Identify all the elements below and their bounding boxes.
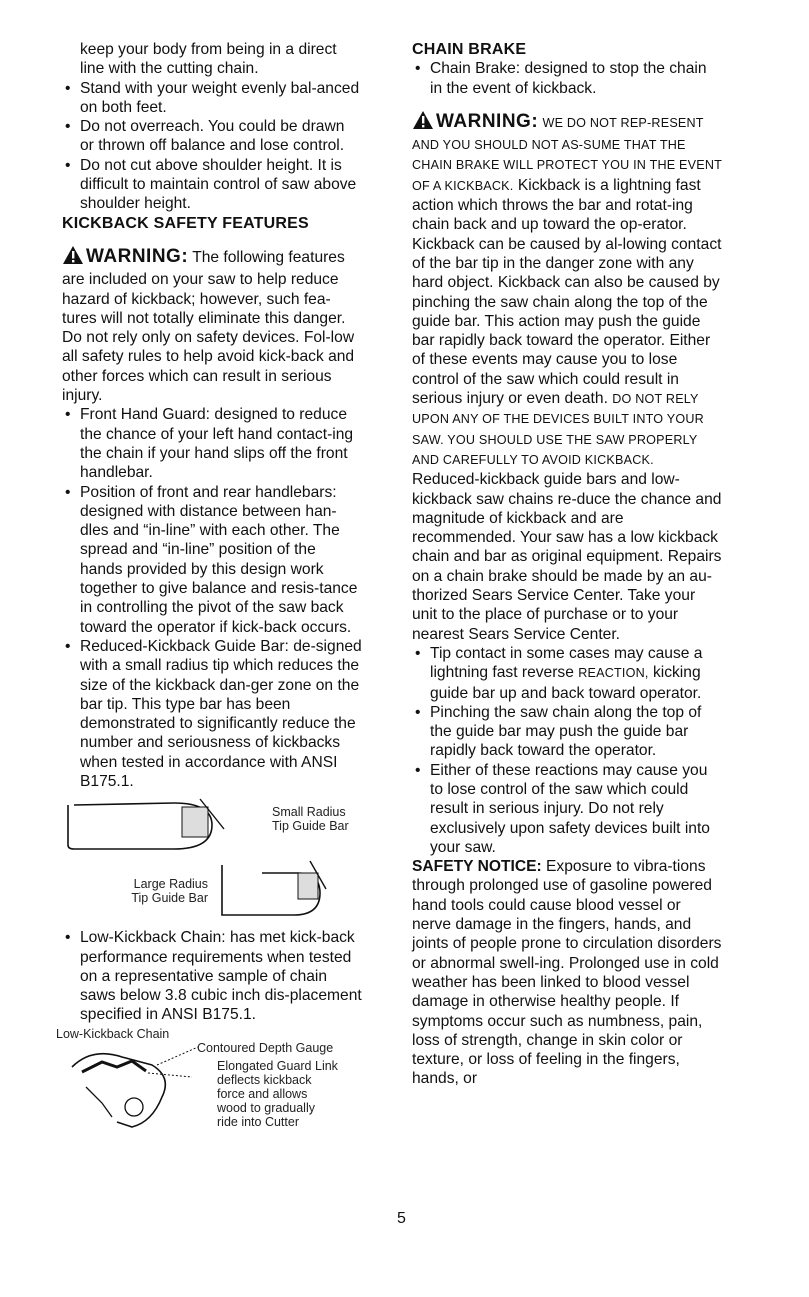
guard-link-line-2: deflects kickback bbox=[217, 1072, 312, 1087]
bullet-either: • Either of these reactions may cause you to lose control of the saw which could result in serious injury. Do not rely exclusively upon safety devices built into your saw. bbox=[412, 761, 722, 857]
large-radius-line-2: Tip Guide Bar bbox=[131, 891, 208, 906]
warning-text: The following features are included on your saw to help reduce hazard of kickback; however, such fea-tures will not totally eliminate this danger. Do not rely only on safety devices. Fol-low all safety rules to help avoid kick-back and other forces which can result in serious injury. bbox=[62, 248, 355, 405]
right-column bbox=[412, 40, 722, 1089]
warning-label: WARNING: bbox=[436, 110, 539, 132]
small-radius-caption bbox=[272, 805, 349, 833]
warning-triangle-icon bbox=[62, 245, 84, 270]
guide-bar-figure bbox=[62, 797, 362, 922]
guard-link-line-4: wood to gradually bbox=[217, 1100, 315, 1115]
safety-notice bbox=[412, 857, 722, 1089]
kickback-heading: KICKBACK SAFETY FEATURES bbox=[62, 214, 309, 232]
tip-contact-text-2: kicking guide bar up and back toward operator. bbox=[430, 664, 702, 702]
large-radius-line-1: Large Radius bbox=[133, 877, 208, 892]
continuation-line-2: line with the cutting chain. bbox=[80, 60, 259, 78]
chain-brake-bullet: • Chain Brake: designed to stop the chain in the event of kickback. bbox=[412, 59, 722, 98]
feature-guide-bar: • Reduced-Kickback Guide Bar: de-signed with a small radius tip which reduces the size of the kickback dan-ger zone on the bar tip. This type bar has been demonstrated to significantly reduce the number and seriousness of kickbacks when tested in accordance with ANSI B175.1. bbox=[62, 637, 362, 791]
warning-caps-2: DO NOT RELY UPON ANY OF THE DEVICES BUILT INTO YOUR SAW. YOU SHOULD USE THE SAW PROPERLY AND CAREFULLY TO AVOID KICKBACK. bbox=[412, 392, 704, 467]
warning-body-1: Kickback is a lightning fast action which throws the bar and rotat-ing chain back and up toward the op-erator. Kickback can be caused by al-lowing contact of the bar tip in the danger zone with any hard object. Kickback can also be caused by pinching the saw chain along the top of the guide bar. This action may push the guide bar rapidly back toward the operator. Either of these events may cause you to lose control of the saw which could result in serious injury or even death. bbox=[412, 176, 722, 408]
feature-front-guard: • Front Hand Guard: designed to reduce the chance of your left hand contact-ing the chain if your hand slips off the front handlebar. bbox=[62, 405, 362, 482]
guard-link-line-5: ride into Cutter bbox=[217, 1114, 299, 1129]
warning-body-2: Reduced-kickback guide bars and low-kickback saw chains re-duce the chance and magnitude of kickback and are recommended. Your saw has a low kickback chain and bar as original equipment. Repairs on a chain brake should be made by an au-thorized Sears Service Center. Take your unit to the place of purchase or to your nearest Sears Service Center. bbox=[412, 471, 722, 643]
warning-triangle-icon bbox=[412, 110, 434, 135]
warning-label: WARNING: bbox=[86, 245, 189, 267]
feature-handlebars: • Position of front and rear handlebars: designed with distance between han-dles and “in-line” with each other. The spread and “in-line” position of the hands provided by this design work together to give balance and resis-tance in controlling the pivot of the saw back toward the operator if kick-back occurs. bbox=[62, 483, 362, 637]
safety-notice-label: SAFETY NOTICE: bbox=[412, 858, 542, 876]
guard-link-caption bbox=[217, 1059, 338, 1129]
tip-contact-caps: REACTION, bbox=[578, 666, 649, 681]
left-column bbox=[56, 40, 362, 1149]
bullet-pinching: • Pinching the saw chain along the top of the guide bar may push the guide bar rapidly back toward the operator. bbox=[412, 703, 722, 761]
chain-brake-warning bbox=[412, 110, 722, 644]
chain-figure bbox=[56, 1026, 362, 1149]
kickback-warning bbox=[62, 245, 362, 405]
continuation-line-1: keep your body from being in a direct bbox=[80, 41, 337, 58]
bullet-stand: • Stand with your weight evenly bal-anced on both feet. bbox=[62, 79, 362, 118]
small-radius-line-2: Tip Guide Bar bbox=[272, 819, 349, 834]
bullet-shoulder: • Do not cut above shoulder height. It is difficult to maintain control of saw above shoulder height. bbox=[62, 156, 362, 214]
page-number: 5 bbox=[397, 1210, 406, 1227]
bullet-overreach: • Do not overreach. You could be drawn or thrown off balance and lose control. bbox=[62, 117, 362, 156]
large-radius-caption bbox=[78, 877, 208, 905]
safety-notice-text: Exposure to vibra-tions through prolonged use of gasoline powered hand tools could cause blood vessel or nerve damage in the fingers, hands, and joints of people prone to circulation disorders or abnormal swell-ing. Prolonged use in cold weather has been linked to blood vessel damage in otherwise healthy people. If symptoms occur such as numbness, pain, loss of strength, change in skin color or texture, or loss of feeling in the fingers, hands, or bbox=[412, 858, 722, 1088]
chain-brake-heading: CHAIN BRAKE bbox=[412, 41, 527, 58]
depth-gauge-caption: Contoured Depth Gauge bbox=[197, 1040, 334, 1055]
bullet-tip-contact bbox=[412, 644, 722, 703]
warning-caps-1: WE DO NOT REP-RESENT AND YOU SHOULD NOT AS-SUME THAT THE CHAIN BRAKE WILL PROTECT YOU IN THE EVENT OF A KICKBACK. bbox=[412, 115, 722, 193]
chain-figure-title: Low-Kickback Chain bbox=[56, 1026, 170, 1041]
feature-low-kickback-chain: • Low-Kickback Chain: has met kick-back performance requirements when tested on a representative sample of chain saws below 3.8 cubic inch dis-placement specified in ANSI B175.1. bbox=[62, 928, 362, 1024]
guard-link-line-1: Elongated Guard Link bbox=[217, 1058, 338, 1073]
tip-contact-text-1: Tip contact in some cases may cause a lightning fast reverse bbox=[430, 644, 703, 682]
guard-link-line-3: force and allows bbox=[217, 1086, 308, 1101]
small-radius-line-1: Small Radius bbox=[272, 805, 346, 820]
